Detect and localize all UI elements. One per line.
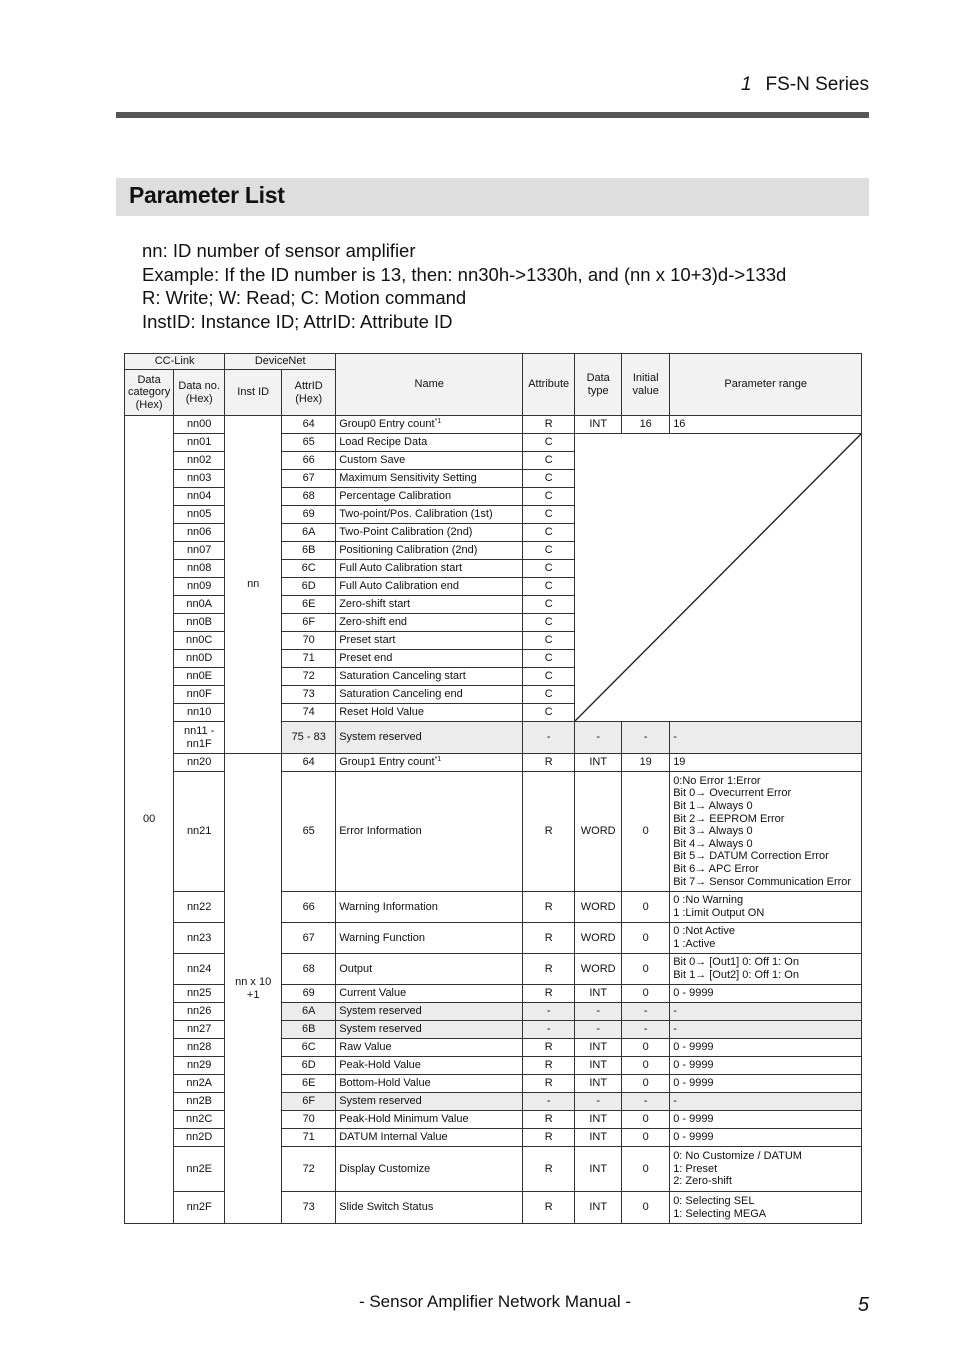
parameter-name: Zero-shift end [339,616,408,629]
range-line: 2: Zero-shift [673,1175,732,1188]
data-no-cell: nn11 - nn1F [174,722,225,754]
data-no-cell: nn28 [174,1039,225,1057]
name-cell [336,985,523,1003]
name-cell [336,560,523,578]
attr-id-cell: 6C [282,560,336,578]
parameter-range-cell [670,416,862,434]
parameter-range-cell [670,1192,862,1224]
parameter-name: Output [339,962,373,975]
name-cell [336,614,523,632]
parameter-name: Reset Hold Value [339,706,424,719]
name-cell [336,434,523,452]
attr-id-cell: 6B [282,542,336,560]
name-cell [336,754,523,772]
parameter-name: Zero-shift start [339,598,411,611]
initial-value-cell: - [622,1003,670,1021]
name-cell [336,542,523,560]
attribute-cell: C [523,488,575,506]
data-no-cell: nn26 [174,1003,225,1021]
data-no-cell: nn20 [174,754,225,772]
attribute-cell: R [523,1075,575,1093]
parameter-name: Saturation Canceling start [339,670,466,683]
data-no-cell: nn2C [174,1111,225,1129]
data-type-cell: INT [575,1057,622,1075]
data-no-cell: nn2D [174,1129,225,1147]
range-line: 19 [673,756,686,769]
initial-value-cell: 0 [622,923,670,954]
data-no-cell: nn24 [174,954,225,985]
chapter-number: 1 [740,74,752,95]
running-header [741,74,869,96]
name-cell [336,1057,523,1075]
name-cell [336,772,523,892]
parameter-name: Warning Function [339,931,425,944]
attribute-cell: C [523,524,575,542]
attribute-cell: - [523,1093,575,1111]
range-line: Bit 6→ APC Error [673,862,759,875]
attr-id-header: AttrID (Hex) [282,370,336,416]
attr-id-cell: 6E [282,1075,336,1093]
table-row [125,754,862,772]
data-no-cell: nn07 [174,542,225,560]
initial-value-cell: 0 [622,1111,670,1129]
name-cell [336,470,523,488]
parameter-range-cell [670,954,862,985]
footer-manual-title: - Sensor Amplifier Network Manual - [358,1292,632,1311]
initial-value-cell: 16 [622,416,670,434]
parameter-table-body [125,416,862,1224]
attr-id-cell: 6D [282,578,336,596]
parameter-range-cell [670,1129,862,1147]
data-no-cell: nn0B [174,614,225,632]
parameter-range-cell [670,892,862,923]
attr-id-cell: 6C [282,1039,336,1057]
attr-id-cell: 64 [282,754,336,772]
range-line: 0 - 9999 [673,1059,714,1072]
data-no-cell: nn23 [174,923,225,954]
attr-id-cell: 73 [282,1192,336,1224]
attr-id-cell: 71 [282,650,336,668]
attribute-cell: C [523,704,575,722]
intro-notes [142,239,786,334]
attr-id-cell: 70 [282,632,336,650]
attr-id-cell: 6D [282,1057,336,1075]
parameter-range-cell [670,754,862,772]
parameter-range-cell [670,1075,862,1093]
attr-id-cell: 71 [282,1129,336,1147]
attribute-cell: - [523,722,575,754]
parameter-table-wrapper [124,353,862,1224]
initial-value-cell: 0 [622,1075,670,1093]
attribute-cell: R [523,892,575,923]
attr-id-cell: 72 [282,1147,336,1192]
data-type-cell: INT [575,1111,622,1129]
data-type-cell: INT [575,1147,622,1192]
parameter-name: System reserved [339,1005,422,1018]
range-line: 1: Selecting MEGA [673,1207,767,1220]
name-cell [336,578,523,596]
range-line: Bit 0→ Ovecurrent Error [673,787,792,800]
parameter-name: Raw Value [339,1041,392,1054]
range-line: Bit 1→ Always 0 [673,800,753,813]
parameter-name: Preset end [339,652,393,665]
data-no-cell: nn25 [174,985,225,1003]
attribute-cell: C [523,650,575,668]
name-cell [336,668,523,686]
name-cell [336,1003,523,1021]
parameter-name: Error Information [339,825,422,838]
range-line: 0 :Not Active [673,925,735,938]
parameter-name: Saturation Canceling end [339,688,463,701]
attr-id-cell: 66 [282,892,336,923]
range-line: Bit 2→ EEPROM Error [673,812,785,825]
parameter-name: Full Auto Calibration end [339,580,460,593]
range-line: 1 :Active [673,938,716,950]
range-line: 0: Selecting SEL [673,1194,755,1207]
attribute-cell: C [523,614,575,632]
initial-value-cell: - [622,1021,670,1039]
attr-id-cell: 73 [282,686,336,704]
data-no-cell: nn2F [174,1192,225,1224]
initial-value-cell: 0 [622,985,670,1003]
initial-value-cell: 0 [622,1039,670,1057]
page-number: 5 [857,1294,869,1316]
attribute-cell: R [523,1192,575,1224]
parameter-name: Two-Point Calibration (2nd) [339,526,473,539]
attribute-cell: R [523,772,575,892]
data-type-cell: INT [575,1192,622,1224]
inst-id-cell: nn [225,416,282,754]
parameter-name: Warning Information [339,900,438,913]
attribute-cell: C [523,452,575,470]
data-type-cell: INT [575,754,622,772]
attr-id-cell: 74 [282,704,336,722]
attr-id-cell: 65 [282,434,336,452]
data-type-cell: - [575,722,622,754]
attribute-cell: R [523,1039,575,1057]
range-line: 0 - 9999 [673,1077,714,1090]
inst-id-cell: nn x 10 +1 [225,754,282,1224]
initial-value-cell: - [622,1093,670,1111]
attr-id-cell: 6F [282,1093,336,1111]
attribute-cell: R [523,1057,575,1075]
range-line: 1 :Limit Output ON [673,907,765,919]
attribute-cell: C [523,668,575,686]
initial-value-cell: 0 [622,1147,670,1192]
diagonal-line [575,434,861,721]
name-cell [336,704,523,722]
parameter-name: Preset start [339,634,396,647]
attr-id-cell: 68 [282,488,336,506]
name-cell [336,954,523,985]
parameter-range-cell [670,923,862,954]
parameter-range-cell [670,722,862,754]
chapter-title: FS-N Series [765,74,869,95]
data-no-cell: nn29 [174,1057,225,1075]
attr-id-cell: 67 [282,470,336,488]
range-line: 1: Preset [673,1162,718,1175]
parameter-name: Group1 Entry count [339,756,435,769]
attribute-cell: C [523,686,575,704]
attribute-cell: C [523,542,575,560]
data-no-cell: nn10 [174,704,225,722]
attr-id-cell: 67 [282,923,336,954]
initial-value-cell: 0 [622,892,670,923]
parameter-name: Load Recipe Data [339,436,428,449]
name-cell [336,1147,523,1192]
data-no-cell: nn2B [174,1093,225,1111]
attribute-cell: - [523,1003,575,1021]
parameter-range-cell [670,1021,862,1039]
data-no-cell: nn00 [174,416,225,434]
attr-id-cell: 6A [282,1003,336,1021]
parameter-name: Maximum Sensitivity Setting [339,472,477,485]
parameter-range-header: Parameter range [670,354,862,416]
attr-id-cell: 6E [282,596,336,614]
attribute-cell: C [523,506,575,524]
data-type-cell: WORD [575,772,622,892]
parameter-name: Current Value [339,987,407,1000]
attribute-cell: R [523,754,575,772]
inst-id-header: Inst ID [225,370,282,416]
intro-line: R: Write; W: Read; C: Motion command [142,287,467,309]
attr-id-cell: 64 [282,416,336,434]
name-cell [336,923,523,954]
section-heading-bar [116,178,869,216]
data-type-cell: INT [575,1129,622,1147]
data-type-cell: WORD [575,923,622,954]
initial-value-cell: - [622,722,670,754]
initial-value-cell: 0 [622,1129,670,1147]
range-line: Bit 5→ DATUM Correction Error [673,850,829,863]
attribute-cell: R [523,1147,575,1192]
data-type-cell: INT [575,1039,622,1057]
name-cell [336,632,523,650]
attribute-header: Attribute [523,354,575,416]
name-cell [336,650,523,668]
attribute-cell: R [523,1129,575,1147]
attribute-cell: R [523,985,575,1003]
range-line: - [673,1005,677,1018]
data-no-cell: nn2A [174,1075,225,1093]
attr-id-cell: 69 [282,506,336,524]
attribute-cell: R [523,416,575,434]
attribute-cell: R [523,923,575,954]
intro-line: Example: If the ID number is 13, then: nn30h->1330h, and (nn x 10+3)d->133d [142,263,787,285]
parameter-name: Custom Save [339,454,406,467]
name-cell [336,1111,523,1129]
range-line: Bit 4→ Always 0 [673,837,753,850]
data-no-cell: nn0F [174,686,225,704]
parameter-name: Full Auto Calibration start [339,562,463,575]
data-no-cell: nn27 [174,1021,225,1039]
name-cell [336,506,523,524]
data-type-cell: WORD [575,892,622,923]
attr-id-cell: 69 [282,985,336,1003]
data-no-cell: nn05 [174,506,225,524]
parameter-name: Peak-Hold Minimum Value [339,1113,469,1126]
attribute-cell: C [523,632,575,650]
data-type-header: Data type [575,354,622,416]
range-line: 0 :No Warning [673,894,744,907]
parameter-name: System reserved [339,731,422,744]
name-cell [336,452,523,470]
cclink-group-header: CC-Link [125,354,225,370]
parameter-table [124,353,862,1224]
parameter-range-cell [670,1111,862,1129]
parameter-range-cell [670,1003,862,1021]
not-applicable-diagonal [575,434,862,722]
attr-id-cell: 6F [282,614,336,632]
range-line: Bit 7→ Sensor Communication Error [673,875,852,888]
name-cell [336,722,523,754]
intro-line: InstID: Instance ID; AttrID: Attribute ID [142,311,453,333]
devicenet-group-header: DeviceNet [225,354,336,370]
range-line: 0 - 9999 [673,1041,714,1054]
attr-id-cell: 68 [282,954,336,985]
data-no-cell: nn06 [174,524,225,542]
name-cell [336,596,523,614]
attribute-cell: - [523,1021,575,1039]
data-no-cell: nn21 [174,772,225,892]
data-no-cell: nn02 [174,452,225,470]
parameter-range-cell [670,985,862,1003]
data-no-cell: nn0C [174,632,225,650]
attr-id-cell: 70 [282,1111,336,1129]
range-line: - [673,1095,677,1108]
data-type-cell: INT [575,985,622,1003]
attr-id-cell: 6A [282,524,336,542]
initial-value-header: Initial value [622,354,670,416]
initial-value-cell: 0 [622,1192,670,1224]
footnote-marker: *1 [434,756,442,764]
range-line: Bit 1→ [Out2] 0: Off 1: On [673,969,799,981]
attribute-cell: R [523,1111,575,1129]
name-cell [336,1039,523,1057]
intro-line: nn: ID number of sensor amplifier [142,240,416,261]
parameter-name: System reserved [339,1095,422,1108]
range-line: 0 - 9999 [673,1113,714,1126]
range-line: 16 [673,418,686,431]
parameter-name: DATUM Internal Value [339,1131,448,1144]
name-cell [336,686,523,704]
attr-id-cell: 66 [282,452,336,470]
data-no-cell: nn01 [174,434,225,452]
name-cell [336,1075,523,1093]
attribute-cell: C [523,596,575,614]
parameter-name: Group0 Entry count [339,418,435,431]
table-row [125,416,862,434]
data-no-cell: nn09 [174,578,225,596]
data-type-cell: - [575,1021,622,1039]
data-no-cell: nn0D [174,650,225,668]
data-type-cell: INT [575,416,622,434]
attribute-cell: C [523,470,575,488]
parameter-name: Percentage Calibration [339,490,452,503]
name-cell [336,892,523,923]
parameter-name: Peak-Hold Value [339,1059,421,1072]
parameter-name: Positioning Calibration (2nd) [339,544,478,557]
parameter-name: System reserved [339,1023,422,1036]
parameter-range-cell [670,1147,862,1192]
range-line: - [673,731,677,744]
name-header: Name [336,354,523,416]
data-type-cell: - [575,1003,622,1021]
parameter-range-cell [670,1093,862,1111]
parameter-range-cell [670,1039,862,1057]
parameter-name: Two-point/Pos. Calibration (1st) [339,508,493,521]
range-line: - [673,1023,677,1036]
data-no-cell: nn04 [174,488,225,506]
range-line: Bit 0→ [Out1] 0: Off 1: On [673,956,799,969]
name-cell [336,1021,523,1039]
attr-id-cell: 75 - 83 [282,722,336,754]
attr-id-cell: 72 [282,668,336,686]
name-cell [336,524,523,542]
name-cell [336,1129,523,1147]
range-line: 0: No Customize / DATUM [673,1150,802,1163]
parameter-name: Display Customize [339,1162,431,1175]
data-no-header: Data no. (Hex) [174,370,225,416]
attr-id-cell: 6B [282,1021,336,1039]
data-no-cell: nn03 [174,470,225,488]
data-no-cell: nn0A [174,596,225,614]
name-cell [336,488,523,506]
name-cell [336,1093,523,1111]
parameter-name: Bottom-Hold Value [339,1077,431,1090]
parameter-range-cell [670,1057,862,1075]
data-type-cell: WORD [575,954,622,985]
attribute-cell: C [523,560,575,578]
data-no-cell: nn08 [174,560,225,578]
initial-value-cell: 0 [622,954,670,985]
range-line: Bit 3→ Always 0 [673,825,753,838]
range-line: 0 - 9999 [673,1131,714,1144]
data-type-cell: - [575,1093,622,1111]
data-no-cell: nn2E [174,1147,225,1192]
section-title: Parameter List [129,182,285,208]
attr-id-cell: 65 [282,772,336,892]
name-cell [336,1192,523,1224]
parameter-range-cell [670,772,862,892]
parameter-name: Slide Switch Status [339,1201,434,1214]
initial-value-cell: 0 [622,772,670,892]
data-no-cell: nn22 [174,892,225,923]
range-line: 0:No Error 1:Error [673,774,761,787]
initial-value-cell: 19 [622,754,670,772]
initial-value-cell: 0 [622,1057,670,1075]
data-category-header: Data category (Hex) [125,370,174,416]
attribute-cell: C [523,434,575,452]
data-type-cell: INT [575,1075,622,1093]
attribute-cell: C [523,578,575,596]
range-line: 0 - 9999 [673,987,714,1000]
data-category-cell: 00 [125,416,174,1224]
footnote-marker: *1 [434,418,442,426]
header-rule [116,112,869,118]
name-cell [336,416,523,434]
attribute-cell: R [523,954,575,985]
data-no-cell: nn0E [174,668,225,686]
